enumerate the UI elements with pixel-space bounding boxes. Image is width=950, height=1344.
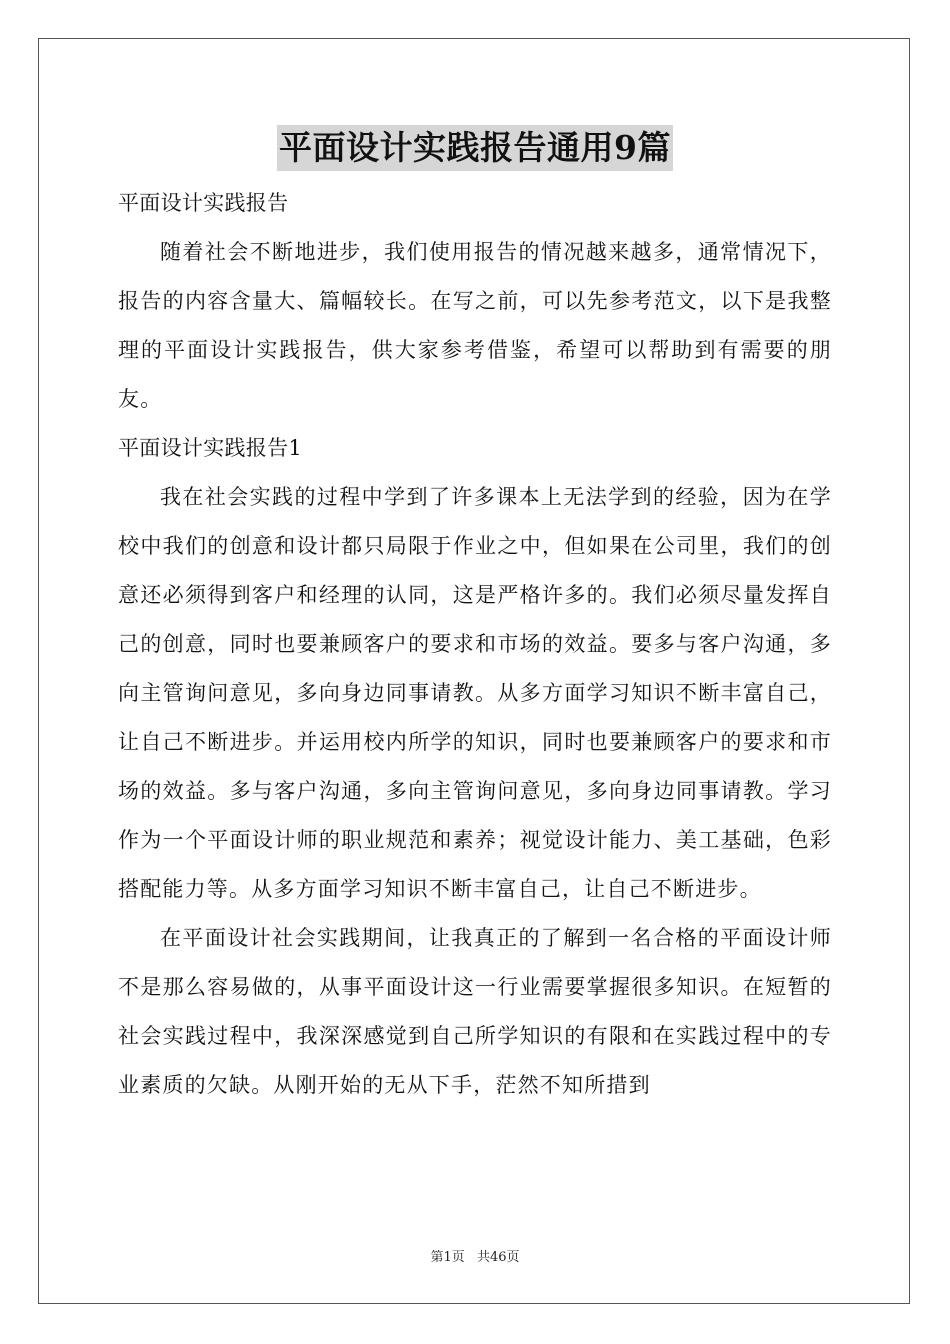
- intro-paragraph: 随着社会不断地进步，我们使用报告的情况越来越多，通常情况下，报告的内容含量大、篇幅较长。在写之前，可以先参考范文，以下是我整理的平面设计实践报告，供大家参考借鉴，希望可以帮助到有需要的朋友。: [118, 240, 832, 411]
- intro-heading: 平面设计实践报告: [118, 191, 289, 215]
- title-container: [118, 125, 832, 171]
- page-footer: [0, 1246, 950, 1265]
- page-number: 第1页: [430, 1250, 465, 1265]
- section1-paragraph-1: 我在社会实践的过程中学到了许多课本上无法学到的经验，因为在学校中我们的创意和设计都只局限于作业之中，但如果在公司里，我们的创意还必须得到客户和经理的认同，这是严格许多的。我们必须尽量发挥自己的创意，同时也要兼顾客户的要求和市场的效益。要多与客户沟通，多向主管询问意见，多向身边同事请教。从多方面学习知识不断丰富自己，让自己不断进步。并运用校内所学的知识，同时也要兼顾客户的要求和市场的效益。多与客户沟通，多向主管询问意见，多向身边同事请教。学习作为一个平面设计师的职业规范和素养；视觉设计能力、美工基础，色彩搭配能力等。从多方面学习知识不断丰富自己，让自己不断进步。: [118, 485, 832, 901]
- document-body: [118, 125, 832, 1110]
- page-total: 共46页: [476, 1250, 520, 1265]
- section1-paragraph-2: 在平面设计社会实践期间，让我真正的了解到一名合格的平面设计师不是那么容易做的，从事平面设计这一行业需要掌握很多知识。在短暂的社会实践过程中，我深深感觉到自己所学知识的有限和在实践过程中的专业素质的欠缺。从刚开始的无从下手，茫然不知所措到: [118, 926, 832, 1097]
- document-title: 平面设计实践报告通用9篇: [277, 125, 673, 171]
- section1-heading: 平面设计实践报告1: [118, 436, 303, 460]
